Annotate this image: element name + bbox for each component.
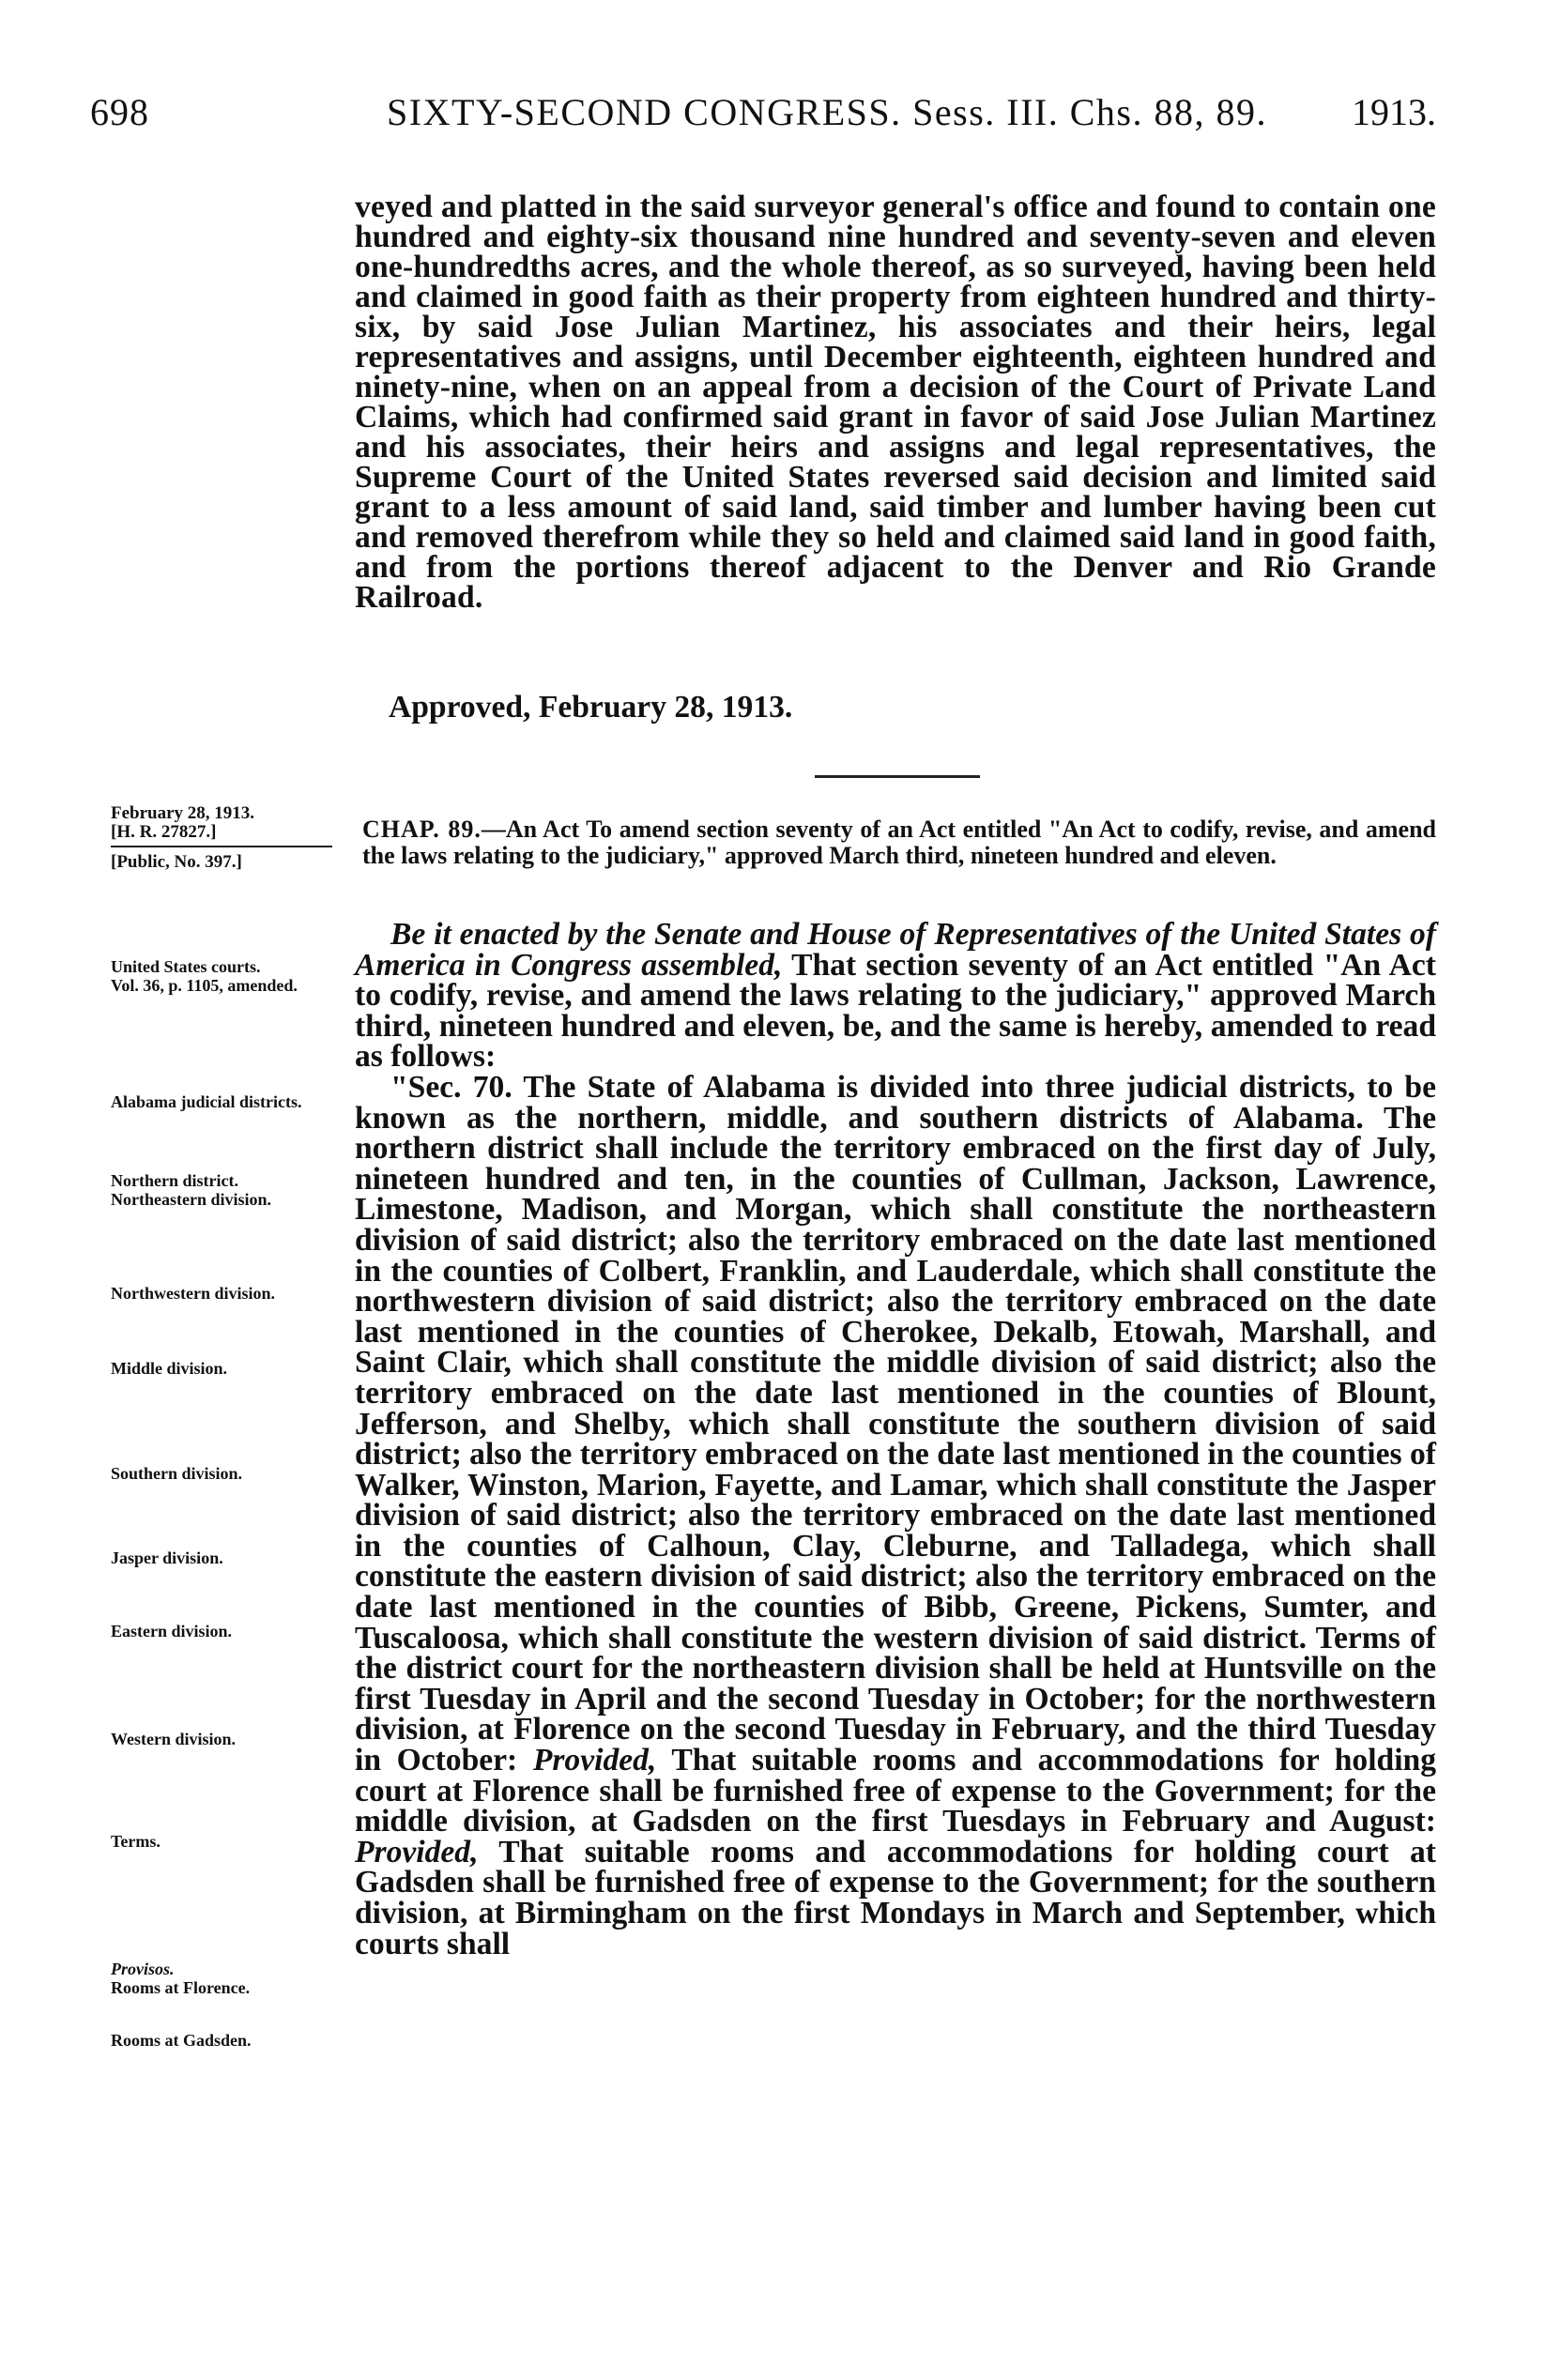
margin-note-alabama: Alabama judicial districts.: [111, 1092, 302, 1111]
margin-note-rooms-florence: Rooms at Florence.: [111, 1978, 251, 1997]
margin-note-terms: Terms.: [111, 1832, 161, 1851]
margin-note-western: Western division.: [111, 1730, 237, 1748]
act-body: [355, 917, 1436, 1961]
enacting-text: That section seventy of an Act entitled "An Act to codify, revise, and amend the laws relating to the judiciary," approved March third, nineteen hundred and eleven, be, and the same is hereby, amended to read as follows:: [355, 947, 1436, 1075]
chapter-title: —An Act To amend section seventy of an Act entitled "An Act to codify, revise, and amend the laws relating to the judiciary," approved March third, nineteen hundred and eleven.: [362, 816, 1436, 869]
margin-date: February 28, 1913.: [111, 803, 255, 823]
margin-date-block: [111, 804, 357, 872]
section-70-paragraph: [355, 1069, 1436, 1961]
approval-text: Approved, February 28, 1913.: [389, 690, 793, 725]
header-year: 1913.: [1352, 91, 1436, 133]
section-text-3: That suitable rooms and accommodations for holding court at Gadsden shall be furnished free of expense to the Government; for the southern division, at Birmingham on the first Mondays in March and September, which courts shall: [355, 1834, 1436, 1961]
margin-note-northwestern: Northwestern division.: [111, 1284, 275, 1303]
enacting-paragraph: [355, 917, 1436, 1075]
section-label: "Sec. 70.: [390, 1069, 512, 1105]
margin-public-number: [Public, No. 397.]: [111, 852, 242, 872]
section-text-2: That suitable rooms and accommodations for holding court at Florence shall be furnished free of expense to the Government; for the middle division, at Gadsden on the first Tuesdays in February and August:: [355, 1743, 1436, 1839]
section-divider: [815, 775, 980, 778]
margin-note-rooms-gadsden: Rooms at Gadsden.: [111, 2031, 252, 2050]
margin-bill-number: [H. R. 27827.]: [111, 822, 217, 842]
margin-note-eastern: Eastern division.: [111, 1622, 233, 1640]
margin-note-southern: Southern division.: [111, 1464, 243, 1483]
margin-rule: [111, 846, 332, 847]
margin-note-provisos-block: [111, 1960, 357, 1997]
margin-note-courts: United States courts. Vol. 36, p. 1105, amended.: [111, 957, 298, 995]
section-text-1: The State of Alabama is divided into three judicial districts, to be known as the northern, middle, and southern districts of Alabama. The northern district shall include the territory embraced on the first day of July, nineteen hundred and ten, in the counties of Cullman, Jackson, Lawrence, Limestone, Madison, and Morgan, which shall constitute the northeastern division of said district; also the territory embraced on the date last mentioned in the counties of Colbert, Franklin, and Lauderdale, which shall constitute the northwestern division of said district; also the territory embraced on the date last mentioned in the counties of Cherokee, Dekalb, Etowah, Marshall, and Saint Clair, which shall constitute the middle division of said district; also the territory embraced on the date last mentioned in the counties of Blount, Jefferson, and Shelby, which shall constitute the southern division of said district; also the territory embraced on the date last mentioned in the counties of Walker, Winston, Marion, Fayette, and Lamar, which shall constitute the Jasper division of said district; also the territory embraced on the date last mentioned in the counties of Calhoun, Clay, Cleburne, and Talladega, which shall constitute the eastern division of said district; also the territory embraced on the date last mentioned in the counties of Bibb, Greene, Pickens, Sumter, and Tuscaloosa, which shall constitute the western division of said district. Terms of the district court for the northeastern division shall be held at Huntsville on the first Tuesday in April and the second Tuesday in October; for the northwestern division, at Florence on the second Tuesday in February, and the third Tuesday in October:: [355, 1069, 1436, 1778]
margin-note-jasper: Jasper division.: [111, 1549, 223, 1567]
enacting-clause: Be it enacted by the Senate and House of Representatives of the United States of America in Congress assembled,: [355, 917, 1436, 983]
chapter-heading: [362, 816, 1436, 869]
approval-line: [355, 690, 1436, 725]
proviso-2: Provided,: [355, 1834, 479, 1869]
continuation-paragraph: [355, 192, 1436, 613]
page-number: 698: [90, 91, 149, 133]
page-header: [84, 90, 1436, 146]
margin-note-middle: Middle division.: [111, 1359, 228, 1378]
continuation-text: veyed and platted in the said surveyor general's office and found to contain one hundred and eighty-six thousand nine hundred and seventy-seven and eleven one-hundredths acres, and the whole thereof, as so surveyed, having been held and claimed in good faith as their property from eighteen hundred and thirty-six, by said Jose Julian Martinez, his associates and their heirs, legal representatives and assigns, until December eighteenth, eighteen hundred and ninety-nine, when on an appeal from a decision of the Court of Private Land Claims, which had confirmed said grant in favor of said Jose Julian Martinez and his associates, their heirs and assigns and legal representatives, the Supreme Court of the United States reversed said decision and limited said grant to a less amount of said land, said timber and lumber having been cut and removed therefrom while they so held and claimed said land in good faith, and from the portions thereof adjacent to the Denver and Rio Grande Railroad.: [355, 190, 1436, 615]
margin-note-provisos: Provisos.: [111, 1960, 175, 1978]
running-head: SIXTY-SECOND CONGRESS. Sess. III. Chs. 88, 89.: [387, 91, 1267, 133]
chapter-label: CHAP. 89.: [362, 816, 482, 843]
margin-note-northern: Northern district. Northeastern division.: [111, 1171, 271, 1209]
proviso-1: Provided,: [532, 1743, 657, 1778]
